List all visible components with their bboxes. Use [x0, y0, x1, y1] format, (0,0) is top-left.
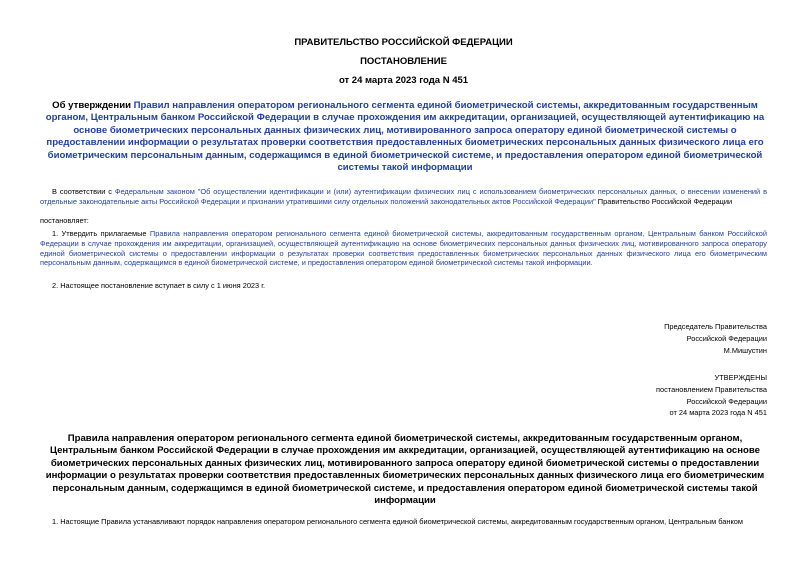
title-prefix: Об утверждении: [52, 100, 134, 111]
government-heading: ПРАВИТЕЛЬСТВО РОССИЙСКОЙ ФЕДЕРАЦИИ: [294, 37, 513, 48]
item-1-paragraph: [40, 229, 767, 268]
approved-country: Российской Федерации: [686, 396, 767, 406]
rules-item-1-paragraph: 1. Настоящие Правила устанавливают порядок направления оператором регионального сегмента единой биометрической системы, аккредитованным государственным органом, Центральным банком: [52, 517, 743, 526]
preamble-prefix: В соответствии с: [52, 187, 115, 196]
preamble-suffix: Правительство Российской Федерации: [595, 196, 733, 206]
title-rules-link[interactable]: Правил направления оператором регионального сегмента единой биометрической системы, аккредитованным государственным органом, Центральным банком Российской Федерации в случае прохождения им аккредитации, организацией, осуществляющей аутентификацию на основе биометрических персональных данных физических лиц, мотивированного запроса оператору единой биометрической системы о предоставлении информации о результатах проверки соответствия предоставленных биометрических персональных данных физического лица его биометрическим персональным данным, содержащимся в единой биометрической системе, и предоставления оператором единой биометрической системы такой информации: [45, 100, 765, 174]
preamble-paragraph: [40, 187, 767, 207]
signature-block: [664, 321, 767, 356]
signature-country: Российской Федерации: [686, 333, 767, 343]
signature-name: М.Мишустин: [723, 345, 767, 355]
document-type: ПОСТАНОВЛЕНИЕ: [360, 56, 447, 67]
signature-position: Председатель Правительства: [664, 322, 767, 331]
document-date-number: от 24 марта 2023 года N 451: [338, 75, 469, 86]
approved-block: [656, 372, 767, 419]
item-1-rules-link[interactable]: Правила направления оператором регионального сегмента единой биометрической системы, аккредитованным государственным органом, Центральным банком Российской Федерации в случае прохождения им аккредитации, организацией, осуществляющей аутентификацию на основе биометрических персональных данных физических лиц, мотивированного запроса оператору единой биометрической системы о предоставлении информации о результатах проверки соответствия предоставленных биометрических персональных данных физического лица его биометрическим персональным данным, содержащимся в единой биометрической системе, и предоставления оператором единой биометрической системы такой информации.: [40, 229, 767, 268]
item-2-paragraph: 2. Настоящее постановление вступает в силу с 1 июня 2023 г.: [52, 281, 266, 290]
decree-word: постановляет:: [40, 216, 89, 225]
rules-title: Правила направления оператором регионального сегмента единой биометрической системы, аккредитованным государственным органом, Центральным банком Российской Федерации в случае прохождения им аккредитации, организацией, осуществляющей аутентификацию на основе биометрических персональных данных физических лиц, мотивированного запроса оператору единой биометрической системы о предоставлении информации о результатах проверки соответствия предоставленных биометрических персональных данных физического лица его биометрическим персональным данным, содержащимся в единой биометрической системе, и предоставления оператором единой биометрической системы такой информации: [45, 433, 765, 507]
item-1-prefix: 1. Утвердить прилагаемые: [52, 229, 150, 238]
federal-law-link[interactable]: Федеральным законом "Об осуществлении идентификации и (или) аутентификации физических лиц с использованием биометрических персональных данных, о внесении изменений в отдельные законодательные акты Российской Федерации и признании утратившими силу отдельных положений законодательных актов Российской Федерации": [40, 187, 768, 206]
approved-word: УТВЕРЖДЕНЫ: [714, 373, 767, 382]
document-title: [36, 100, 774, 174]
approved-by: постановлением Правительства: [656, 384, 767, 394]
approved-date: от 24 марта 2023 года N 451: [669, 408, 767, 418]
